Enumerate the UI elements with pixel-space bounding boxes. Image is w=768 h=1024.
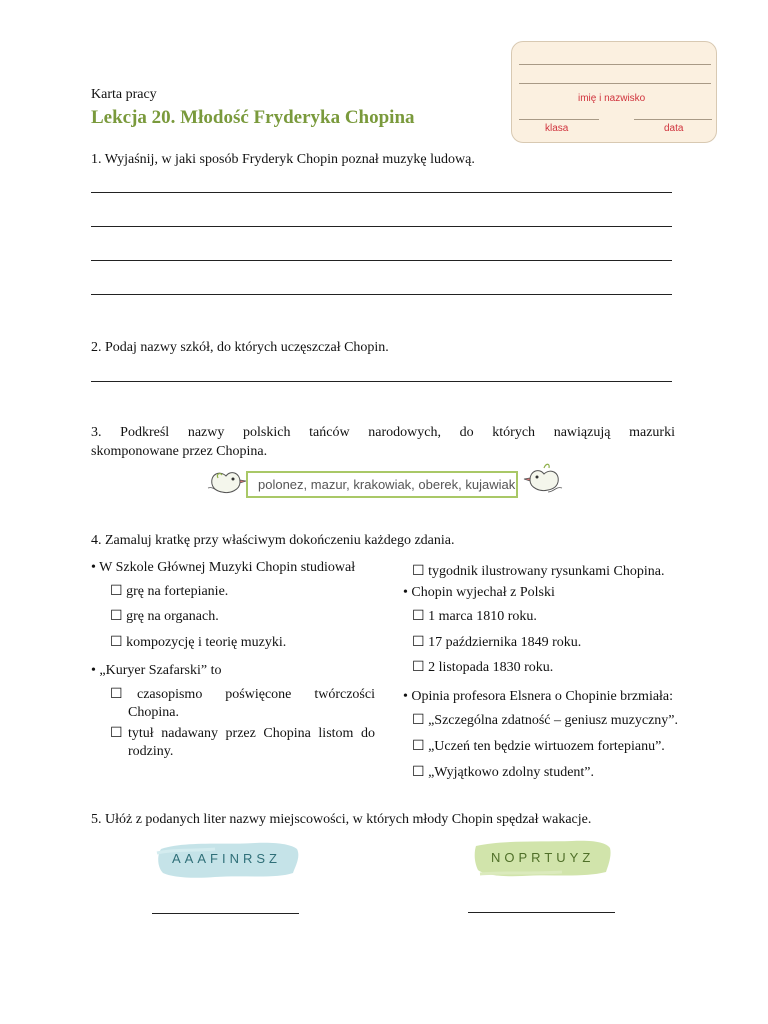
answer-line[interactable]	[91, 260, 672, 261]
checkbox-icon[interactable]: ☐	[412, 635, 425, 650]
option-item[interactable]	[110, 686, 123, 704]
answer-line[interactable]	[91, 381, 672, 382]
option-item[interactable]	[412, 659, 553, 677]
option-item[interactable]	[412, 634, 581, 652]
option-item[interactable]	[412, 764, 594, 782]
option-label: tytuł nadawany przez Chopina listom do	[128, 726, 375, 741]
option-label: „Uczeń ten będzie wirtuozem fortepianu”.	[428, 739, 665, 754]
q4-prompt: 4. Zamaluj kratkę przy właściwym dokończeniu każdego zdania.	[91, 533, 455, 548]
option-label: Chopina.	[128, 705, 179, 720]
q4-stem-departure: • Chopin wyjechał z Polski	[403, 585, 555, 600]
option-item[interactable]	[412, 563, 665, 581]
answer-line[interactable]	[152, 913, 299, 914]
dance-names[interactable]: polonez, mazur, krakowiak, oberek, kujawiak	[258, 477, 516, 492]
checkbox-icon[interactable]: ☐	[110, 726, 123, 741]
option-item[interactable]	[412, 608, 537, 626]
name-card-line[interactable]	[519, 64, 711, 65]
q3-prompt-line1: 3. Podkreśl nazwy polskich tańców narodowych, do których nawiązują mazurki	[91, 425, 675, 440]
option-label: kompozycję i teorię muzyki.	[126, 635, 287, 650]
option-label: 17 października 1849 roku.	[428, 635, 582, 650]
date-label: data	[664, 123, 684, 134]
checkbox-icon[interactable]: ☐	[412, 609, 425, 624]
option-label: rodziny.	[128, 744, 174, 759]
checkbox-icon[interactable]: ☐	[110, 584, 123, 599]
q2-prompt: 2. Podaj nazwy szkół, do których uczęszczał Chopin.	[91, 340, 389, 355]
checkbox-icon[interactable]: ☐	[412, 713, 425, 728]
option-item[interactable]	[110, 583, 228, 601]
checkbox-icon[interactable]: ☐	[110, 609, 123, 624]
checkbox-icon[interactable]: ☐	[110, 635, 123, 650]
answer-line[interactable]	[91, 294, 672, 295]
name-card-line[interactable]	[519, 83, 711, 84]
option-label: 1 marca 1810 roku.	[428, 609, 537, 624]
q3-prompt-line2: skomponowane przez Chopina.	[91, 444, 268, 459]
option-item[interactable]	[110, 725, 123, 743]
letters-place-1: AAAFINRSZ	[172, 851, 281, 866]
option-label: grę na fortepianie.	[126, 584, 229, 599]
q4-stem-school: • W Szkole Głównej Muzyki Chopin studiował	[91, 560, 356, 575]
q4-stem-kuryer: • „Kuryer Szafarski” to	[91, 663, 222, 678]
q4-stem-elsner: • Opinia profesora Elsnera o Chopinie brzmiała:	[403, 689, 674, 704]
lesson-title: Lekcja 20. Młodość Fryderyka Chopina	[91, 107, 415, 128]
bird-icon	[206, 462, 250, 498]
option-label: czasopismo poświęcone twórczości	[137, 687, 375, 702]
option-label: grę na organach.	[126, 609, 219, 624]
date-line[interactable]	[634, 119, 712, 120]
option-label: „Wyjątkowo zdolny student”.	[428, 765, 595, 780]
checkbox-icon[interactable]: ☐	[412, 564, 425, 579]
letters-place-2: NOPRTUYZ	[491, 850, 595, 865]
name-card	[511, 41, 717, 143]
option-item[interactable]	[110, 608, 219, 626]
option-label: tygodnik ilustrowany rysunkami Chopina.	[428, 564, 665, 579]
checkbox-icon[interactable]: ☐	[412, 660, 425, 675]
option-item[interactable]	[412, 738, 665, 756]
checkbox-icon[interactable]: ☐	[412, 765, 425, 780]
checkbox-icon[interactable]: ☐	[412, 739, 425, 754]
worksheet-label: Karta pracy	[91, 87, 157, 102]
q1-prompt: 1. Wyjaśnij, w jaki sposób Fryderyk Chopin poznał muzykę ludową.	[91, 152, 475, 167]
option-label: 2 listopada 1830 roku.	[428, 660, 554, 675]
dance-names-box	[246, 471, 518, 498]
class-label: klasa	[545, 123, 569, 134]
answer-line[interactable]	[91, 226, 672, 227]
answer-line[interactable]	[91, 192, 672, 193]
option-item[interactable]	[110, 634, 286, 652]
q5-prompt: 5. Ułóż z podanych liter nazwy miejscowości, w których młody Chopin spędzał wakacje.	[91, 812, 592, 827]
option-label: „Szczególna zdatność – geniusz muzyczny”.	[428, 713, 679, 728]
answer-line[interactable]	[468, 912, 615, 913]
bird-icon	[522, 460, 564, 498]
checkbox-icon[interactable]: ☐	[110, 687, 123, 702]
class-line[interactable]	[519, 119, 599, 120]
name-label: imię i nazwisko	[578, 93, 646, 104]
option-item[interactable]	[412, 712, 678, 730]
